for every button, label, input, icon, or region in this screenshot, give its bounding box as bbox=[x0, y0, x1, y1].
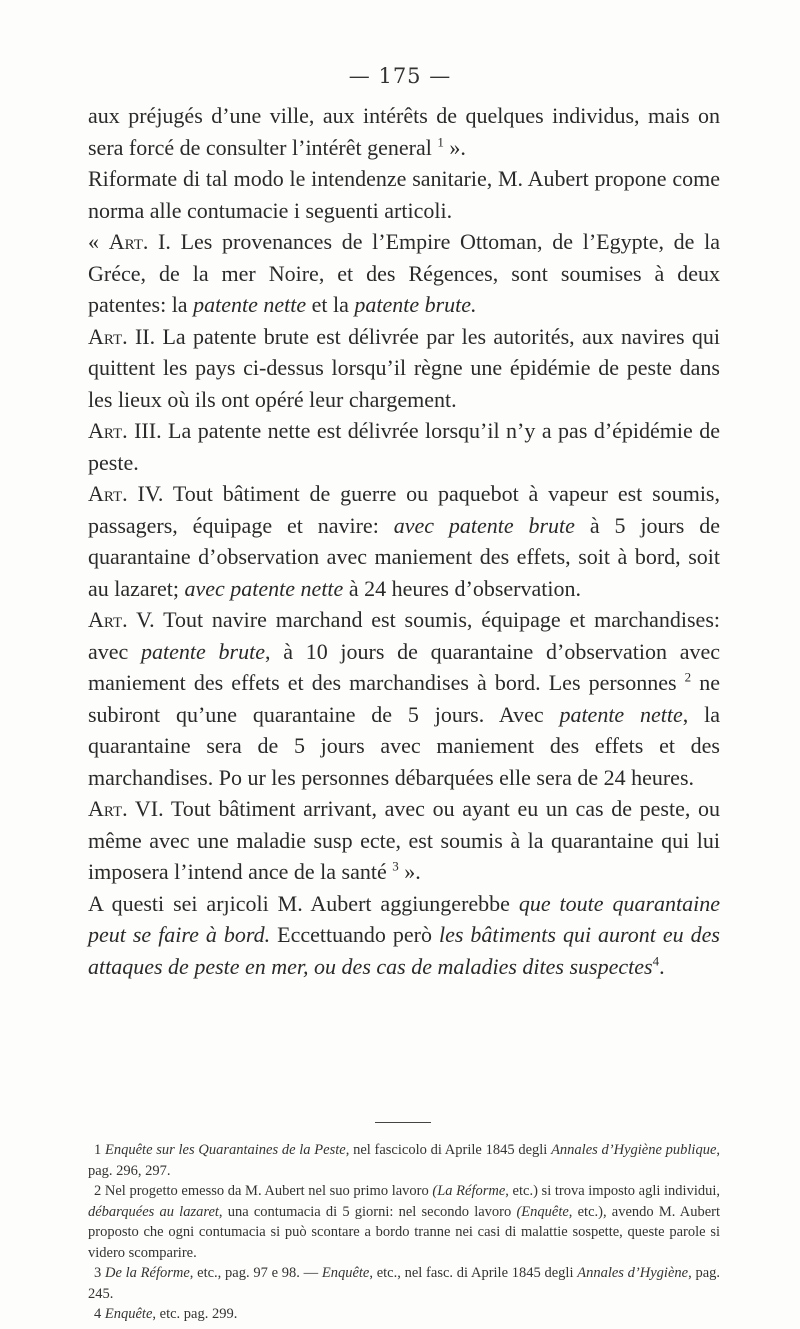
text-run: Les provenances de l’Empire Ottoman, de l’Egypte, de la Gréce, de la mer Noire, et des Régences, sont soumises à deux patentes: la bbox=[88, 229, 720, 317]
footnote-2 bbox=[88, 1181, 720, 1263]
article-2 bbox=[88, 321, 720, 416]
footnote-3 bbox=[88, 1263, 720, 1304]
italic-run: patente nette bbox=[193, 292, 307, 317]
text-run: , etc., pag. 97 e 98. — bbox=[189, 1265, 322, 1281]
text-run: , etc. pag. 299. bbox=[152, 1306, 238, 1322]
text-run: , etc., nel fasc. di Aprile 1845 degli bbox=[369, 1265, 578, 1281]
italic-run: débarquées au lazaret bbox=[88, 1203, 219, 1220]
footnote-number: 2 bbox=[94, 1183, 102, 1199]
text-run: à 24 heures d’observation. bbox=[343, 575, 581, 601]
article-1 bbox=[88, 226, 720, 321]
italic-run: les bâtiments qui auront eu des attaques de peste en mer, ou des cas de maladies dites suspectes bbox=[88, 922, 720, 979]
footnote-ref: 2 bbox=[684, 669, 692, 685]
paragraph-reform bbox=[88, 163, 720, 226]
text-run: La patente brute est délivrée par les autorités, aux navires qui quittent les pays ci-dessus lorsqu’il règne une épidémie de peste dans les lieux où ils ont opéré leur chargement. bbox=[88, 323, 720, 412]
italic-run: avec patente brute bbox=[393, 512, 575, 538]
paragraph-conclusion bbox=[88, 888, 720, 983]
footnote-separator bbox=[375, 1122, 431, 1123]
text-run: Eccettuando però bbox=[270, 922, 439, 947]
text-run: , pag. 245. bbox=[88, 1265, 721, 1302]
italic-run: Annales d’Hygiène bbox=[577, 1265, 689, 1281]
text-run: Tout bâtiment arrivant, avec ou ayant eu un cas de peste, ou même avec une maladie susp ecte, est soumis à la quarantaine qui lui imposera l’intend ance de la santé bbox=[88, 796, 720, 884]
footnote-ref: 4 bbox=[652, 953, 660, 969]
text-run: , nel fascicolo di Aprile 1845 degli bbox=[345, 1142, 552, 1158]
text-run: Riformate di tal modo le intendenze sanitarie, M. Aubert propone come norma alle contumacie i seguenti articoli. bbox=[88, 166, 720, 223]
text-run: , à 10 jours de quarantaine d’observation avec maniement des effets et des marchandises à bord. Les personnes bbox=[88, 638, 720, 695]
page-number: — 175 — bbox=[348, 64, 452, 88]
italic-run: (Enquête bbox=[516, 1203, 569, 1220]
italic-run: Annales d’Hygiène publique bbox=[551, 1142, 717, 1158]
footnote-ref: 1 bbox=[437, 134, 444, 150]
text-run: Tout bâtiment de guerre ou paquebot à vapeur est soumis, passagers, équipage et navire: bbox=[88, 481, 720, 538]
text-run: , la quarantaine sera de 5 jours avec maniement des effets et des marchandises. Po ur les personnes débarquées elle sera de 24 heures. bbox=[88, 701, 720, 790]
article-6 bbox=[88, 793, 720, 888]
article-4 bbox=[88, 478, 720, 604]
footnotes bbox=[88, 1140, 720, 1325]
text-run: A questi sei arȷicoli M. Aubert aggiungerebbe bbox=[88, 890, 519, 916]
article-label: Art. VI. bbox=[88, 796, 164, 821]
text-run: et la bbox=[306, 292, 355, 317]
article-3 bbox=[88, 415, 720, 478]
italic-run: avec patente nette bbox=[184, 575, 344, 601]
italic-run: patente nette bbox=[559, 701, 683, 727]
text-run: à 5 jours de quarantaine d’observation avec maniement des effets, soit à bord, soit au lazaret; bbox=[88, 512, 720, 601]
paragraph-intro bbox=[88, 100, 720, 163]
article-label: Art. II. bbox=[88, 323, 156, 349]
footnote-number: 3 bbox=[94, 1265, 102, 1281]
text-run: La patente nette est délivrée lorsqu’il n’y a pas d’épidémie de peste. bbox=[88, 418, 720, 475]
main-text bbox=[88, 100, 720, 982]
text-run: , una contumacia di 5 giorni: nel secondo lavoro bbox=[218, 1203, 517, 1220]
footnote-number: 1 bbox=[94, 1142, 102, 1158]
text-run: ne subiront qu’une quarantaine de 5 jours. Avec bbox=[88, 670, 721, 727]
italic-run: que toute quarantaine peut se faire à bord. bbox=[88, 890, 721, 947]
text-run: . bbox=[659, 953, 665, 979]
footnote-number: 4 bbox=[94, 1306, 102, 1322]
article-5 bbox=[88, 604, 720, 793]
footnote-ref: 3 bbox=[392, 858, 399, 874]
footnote-4 bbox=[88, 1304, 720, 1325]
italic-run: Enquête bbox=[104, 1306, 153, 1322]
article-label: Art. V. bbox=[88, 607, 155, 632]
text-run: aux préjugés d’une ville, aux intérêts de quelques individus, mais on sera forcé de consulter l’intérêt general bbox=[88, 103, 720, 160]
footnote-1 bbox=[88, 1140, 720, 1181]
text-run: , pag. 296, 297. bbox=[88, 1142, 721, 1179]
italic-run: (La Réforme bbox=[432, 1183, 506, 1199]
article-label: Art. III. bbox=[88, 418, 162, 443]
text-run: , etc.), avendo M. Aubert proposto che ogni contumacia si può scontare a bordo tranne nei casi di malattie sospette, queste parole si videro scomparire. bbox=[88, 1203, 720, 1261]
italic-run: patente brute. bbox=[354, 292, 477, 317]
italic-run: Enquête bbox=[321, 1265, 370, 1281]
text-run: , etc.) si trova imposto agli individui, bbox=[505, 1183, 721, 1199]
article-label: Art. I. bbox=[108, 229, 171, 254]
italic-run: Enquête sur les Quarantaines de la Peste bbox=[105, 1142, 346, 1158]
text-run: ». bbox=[398, 859, 421, 884]
italic-run: patente brute bbox=[141, 638, 265, 664]
quote-mark: « bbox=[88, 229, 109, 254]
text-run: ». bbox=[443, 134, 466, 160]
text-run: Tout navire marchand est soumis, équipage et marchandises: avec bbox=[88, 607, 720, 664]
text-run: Nel progetto emesso da M. Aubert nel suo primo lavoro bbox=[104, 1183, 433, 1199]
article-label: Art. IV. bbox=[88, 481, 164, 506]
italic-run: De la Réforme bbox=[105, 1265, 190, 1281]
